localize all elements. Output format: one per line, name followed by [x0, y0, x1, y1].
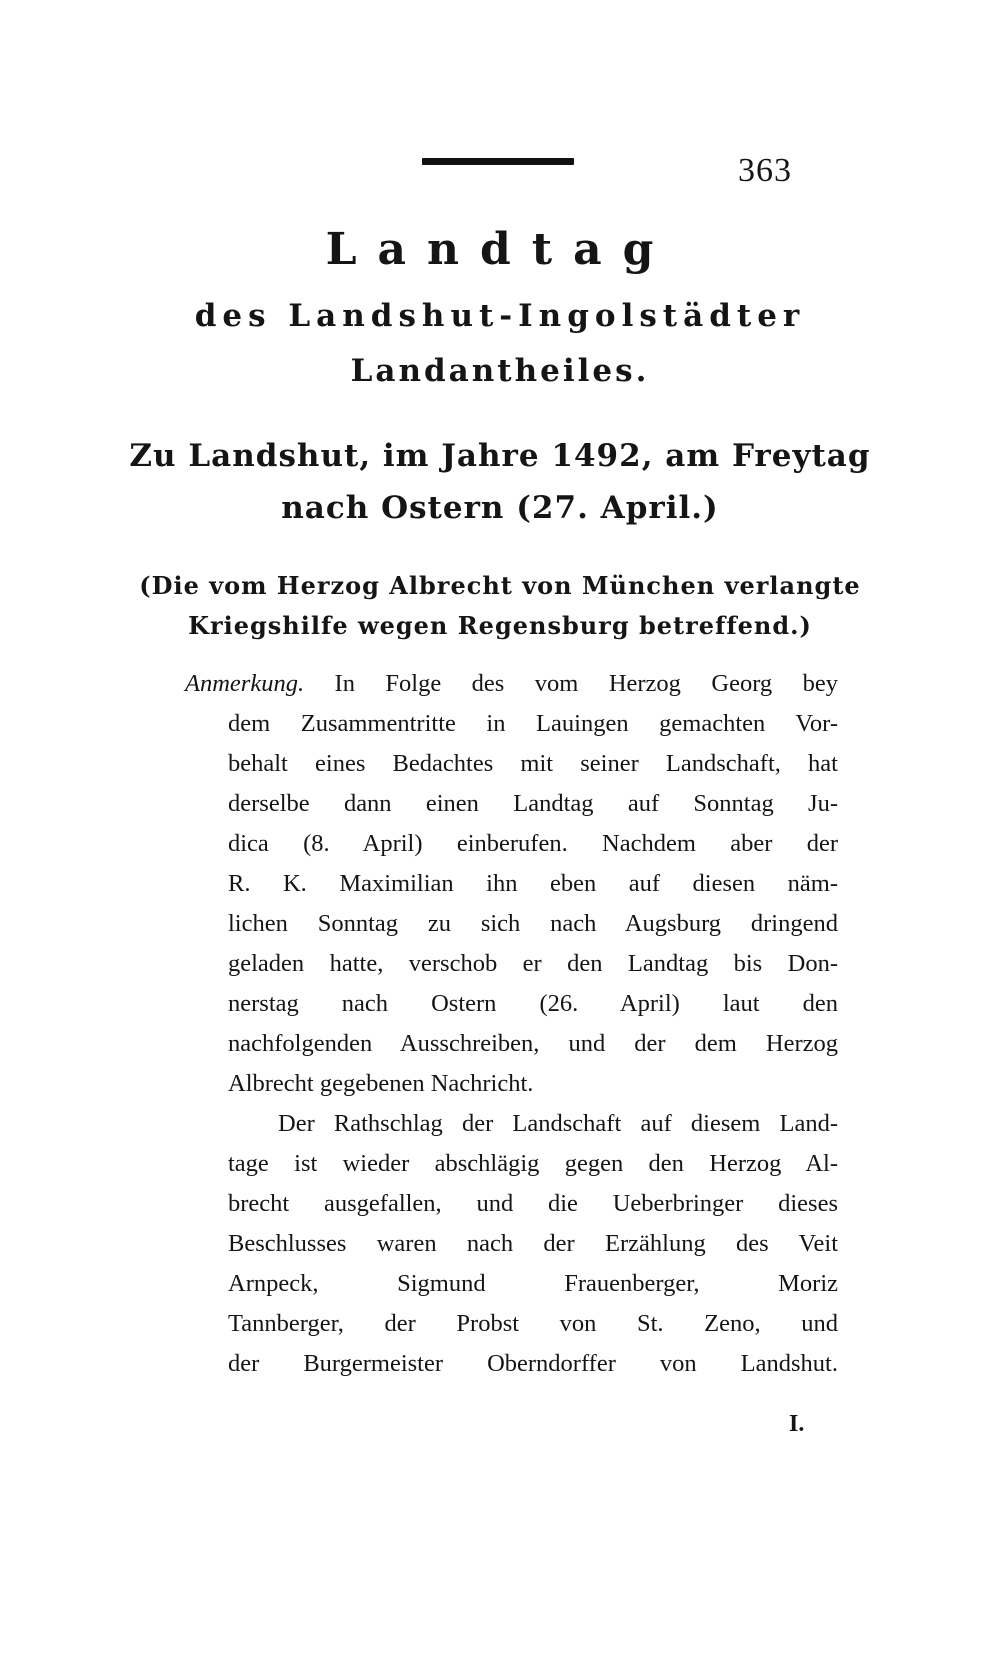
annotation-line: dem Zusammentritte in Lauingen gemachten Vor-	[228, 710, 838, 737]
header-rule	[422, 158, 574, 165]
annotation-line: Albrecht gegebenen Nachricht.	[228, 1070, 534, 1097]
paragraph-line: tage ist wieder abschlägig gegen den Herzog Al-	[228, 1150, 838, 1177]
paragraph-line: Tannberger, der Probst von St. Zeno, und	[228, 1310, 838, 1337]
paragraph-line: Beschlusses waren nach der Erzählung des Veit	[228, 1230, 838, 1257]
dateline: Zu Landshut, im Jahre 1492, am Freytag	[129, 438, 871, 474]
annotation-label: Anmerkung.	[185, 670, 305, 697]
paragraph-line: Arnpeck, Sigmund Frauenberger, Moriz	[228, 1270, 838, 1297]
subtitle-line: des Landshut-Ingolstädter	[194, 298, 806, 334]
annotation-line: geladen hatte, verschob er den Landtag bis Don-	[228, 950, 838, 977]
paragraph-line: der Burgermeister Oberndorffer von Landshut.	[228, 1350, 838, 1377]
annotation-line: behalt eines Bedachtes mit seiner Landschaft, hat	[228, 750, 838, 777]
printer-signature: I.	[789, 1411, 805, 1437]
annotation-line: dica (8. April) einberufen. Nachdem aber der	[228, 830, 838, 857]
annotation-line: lichen Sonntag zu sich nach Augsburg dringend	[228, 910, 838, 937]
note-heading: Kriegshilfe wegen Regensburg betreffend.)	[188, 611, 812, 640]
page-number: 363	[738, 152, 792, 189]
paragraph-first-line: Der Rathschlag der Landschaft auf diesem Land-	[278, 1110, 838, 1137]
page-title: Landtag	[325, 224, 675, 275]
dateline: nach Ostern (27. April.)	[281, 490, 719, 526]
annotation-first-line	[185, 672, 838, 697]
annotation-line: nerstag nach Ostern (26. April) laut den	[228, 990, 838, 1017]
paragraph-line: brecht ausgefallen, und die Ueberbringer dieses	[228, 1190, 838, 1217]
note-heading: (Die vom Herzog Albrecht von München verlangte	[139, 571, 861, 600]
annotation-line: derselbe dann einen Landtag auf Sonntag Ju-	[228, 790, 838, 817]
annotation-text: In Folge des vom Herzog Georg bey	[334, 670, 838, 697]
annotation-line: nachfolgenden Ausschreiben, und der dem Herzog	[228, 1030, 838, 1057]
subtitle-line: Landantheiles.	[350, 353, 650, 389]
annotation-line: R. K. Maximilian ihn eben auf diesen näm-	[228, 870, 838, 897]
